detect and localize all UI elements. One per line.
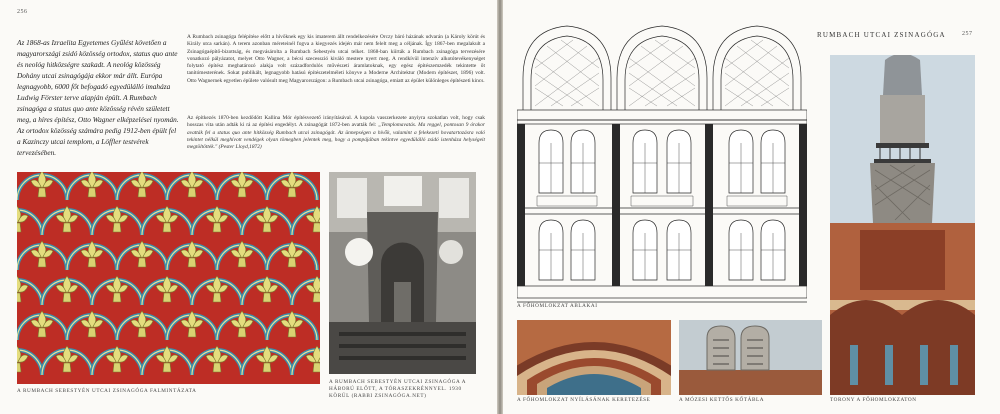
- caption-wall-pattern: A RUMBACH SEBESTYÉN UTCAI ZSINAGÓGA FALMINTÁZATA: [17, 388, 197, 394]
- historic-interior-photo: [329, 172, 476, 374]
- pester-lloyd-quote: „Templomavatás. Ma reggel, pontosan 9 órakor avatták fel a status quo ante hitközség Rumbach utcai zsinagógát. Az ünnepségen a hívők, valamint a felekezeti hovatartozásra való tekintet nélkül meghívott vendégek olyan tömegben jelentek meg, hogy a pompájában tekintve egyedülálló zsidó istenháza helységeit megtöltötték." (Pester Lloyd,1872): [187, 122, 486, 150]
- arch-framing-photo: [517, 320, 671, 395]
- caption-tower: TORONY A FŐHOMLOKZATON: [830, 397, 917, 403]
- caption-tablets: A MÓZESI KETTŐS KŐTÁBLA: [679, 397, 765, 403]
- tablets-photo: [679, 320, 822, 395]
- page-number-right: 257: [962, 31, 973, 37]
- arch-graphic: [517, 320, 671, 395]
- body-paragraph-1: A Rumbach zsinagóga felépítése előtt a hívőknek egy kis imaterem állt rendelkezésére Orczy báró házának udvarán (a Károly körút és Király utca sarkán). A terem azonban méreteinél fogva a kiegyezés idején már nem felelt meg a céljának. Így 1867-ben megalakult a Zsinagógaépítő-bizottság, és megvásárolta a Rumbach Sebestyén utcai telket. 1868-ban kiírták a Rumbach zsinagóga tervezésére vonatkozó pályázatot, melyet Otto Wagner, a bécsi szecesszió kiváló mestere nyert meg. A rendkívül intenzív alkotótevékenységet folytató építész meghatározó alakja volt századfordulós művészeti áramlatoknak, egy egész építészemzedék tekintette őt tanítómesterének. Sokat publikált, legnagyobb hatású építészetelméleti könyve a Moderne Architektur (Modern építészet, 1896) volt. Otto Wagnernek egyetlen épülete valósult meg Magyarországon: a Rumbach utcai zsinagóga, emiatt az épület különleges építészeti kincs.: [187, 34, 485, 84]
- page-number-left: 256: [17, 9, 28, 15]
- facade-windows-drawing: [517, 18, 807, 310]
- body-paragraph-2-text: Az építkezés 1870-ben kezdődött Kallina Mór építésvezető irányításával. A kupola vasszerkezete anyiyra szokatlan volt, hogy csak hosszas vita után adták ki rá az építési engedélyt. A zsinagógát 1872-ben avatták fel:: [187, 115, 485, 129]
- caption-facade: A FŐHOMLOKZAT ABLAKAI: [517, 303, 598, 309]
- tablets-graphic: [679, 320, 822, 395]
- left-page: [0, 0, 497, 414]
- wall-pattern-photo: [17, 172, 320, 384]
- fleur-pattern-graphic: [17, 172, 320, 384]
- tower-photo: [830, 55, 975, 395]
- caption-arch: A FŐHOMLOKZAT NYÍLÁSÁNAK KERETEZÉSE: [517, 397, 651, 403]
- caption-interior: A RUMBACH SEBESTYÉN UTCAI ZSINAGÓGA A HÁBORÚ ELŐTT, A TÓRASZEKRÉNNYEL. 1930 KÖRÜL (RABBI ZSINAGÓGA.NET): [329, 379, 466, 399]
- interior-graphic: [329, 172, 476, 374]
- intro-paragraph: Az 1868-as Izraelita Egyetemes Gyűlést követően a magyarországi zsidó közösség ortodox, status quo ante és neológ hitközségre szakadt. A neológ közösség Dohány utcai zsinagógája ekkor már állt. Európa legnagyobb, 6000 főt befogadó egyedülálló imaháza Ludwig Förster terve alapján épült. A Rumbach zsinagóga a status quo ante közösség révén született meg, a híres építész, Otto Wagner elképzelései nyomán. Az ortodox közösség számára pedig 1912-ben épült fel a Kazinczy utcai templom, a Löffler testvérek tervezésében.: [17, 38, 179, 157]
- running-head: RUMBACH UTCAI ZSINAGÓGA: [817, 31, 946, 39]
- body-paragraph-2: [187, 115, 485, 151]
- tower-graphic: [830, 55, 975, 395]
